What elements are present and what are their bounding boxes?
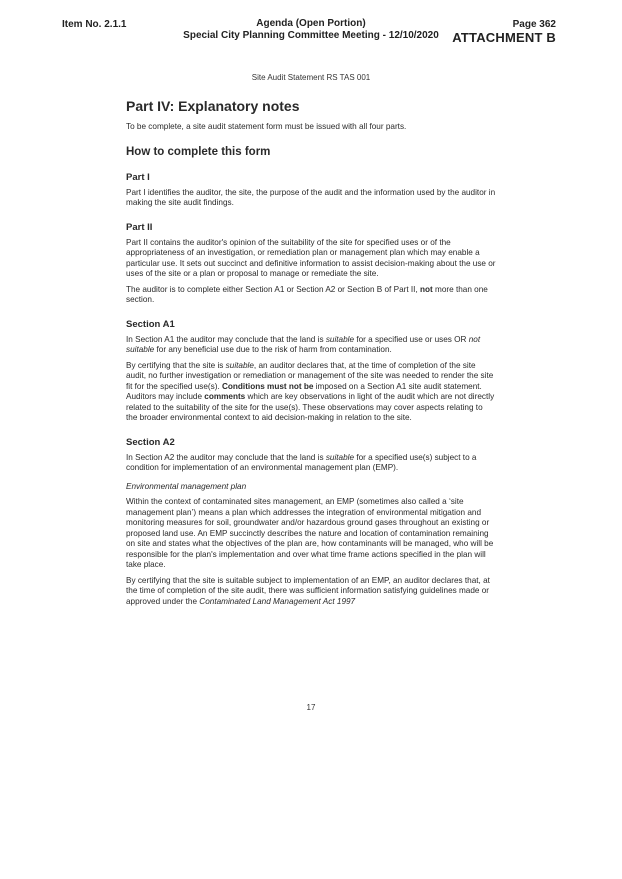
part-ii-paragraph-1: Part II contains the auditor's opinion of the suitability of the site for specified uses or of the appropriateness of an investigation, or remediation plan or management plan which may enable a particular use. It sets out succinct and definitive information to assist decision-making about the use or uses of the site or a plan or proposal to manage or remediate the site.	[126, 237, 496, 278]
text-run: imposed on a Section A1 site audit statement. Auditors may include	[126, 381, 482, 401]
text-run: for a specified use(s) subject to a condition for implementation of an environmental management plan (EMP).	[126, 452, 477, 472]
text-run: By certifying that the site is suitable subject to implementation of an EMP, an auditor declares that, at the time of completion of the site audit, there was sufficient information satisfying guidelines made or approved under the	[126, 575, 490, 606]
emphasis-suitable: suitable	[325, 452, 355, 462]
section-a1-paragraph-2	[126, 361, 496, 424]
section-a2-heading: Section A2	[126, 436, 175, 448]
how-to-heading: How to complete this form	[126, 145, 271, 158]
part-ii-paragraph-2	[126, 285, 496, 306]
part-iv-intro: To be complete, a site audit statement form must be issued with all four parts.	[126, 122, 407, 131]
emp-subheading: Environmental management plan	[126, 481, 247, 491]
footer-page-number: 17	[306, 703, 316, 712]
section-a1-paragraph-1	[126, 335, 496, 356]
agenda-title: Agenda (Open Portion)	[256, 18, 366, 29]
emphasis-comments: comments	[204, 392, 246, 401]
text-run: which are key observations in light of the audit which are not directly related to the suitability of the site for the use(s). These observations may cover aspects relating to the broader environmental context to aid decision-making in relation to the site.	[126, 392, 495, 422]
emphasis-conditions: Conditions must not be	[222, 381, 314, 391]
part-i-heading: Part I	[126, 171, 150, 183]
page-number: Page 362	[512, 19, 556, 30]
meeting-title: Special City Planning Committee Meeting - 12/10/2020	[183, 30, 439, 41]
text-run: for any beneficial use due to the risk of harm from contamination.	[154, 345, 392, 354]
part-ii-heading: Part II	[126, 221, 153, 233]
page-attachment	[452, 19, 556, 45]
emphasis-not: not	[420, 284, 433, 294]
section-a2-paragraph-3	[126, 576, 496, 608]
section-a1-heading: Section A1	[126, 318, 175, 330]
text-run: In Section A2 the auditor may conclude that the land is	[126, 452, 326, 462]
part-iv-heading: Part IV: Explanatory notes	[126, 98, 300, 114]
emphasis-suitable: suitable	[225, 360, 254, 370]
text-run: The auditor is to complete either Section A1 or Section A2 or Section B of Part II,	[126, 284, 420, 294]
section-a2-paragraph-2: Within the context of contaminated sites management, an EMP (sometimes also called a ‘site management plan’) means a plan which addresses the integration of environmental mitigation and monitoring measures for soil, groundwater and/or hazardous ground gases throughout an existing or proposed land use. An EMP succinctly describes the nature and location of contamination remaining on site and states what the objectives of the plan are, how contaminants will be managed, who will be responsible for the plan's implementation and over what time frame actions specified in the plan will take place.	[126, 497, 494, 569]
statement-title: Site Audit Statement RS TAS 001	[251, 73, 371, 82]
text-run: , an auditor declares that, at the time of completion of the site audit, no further investigation or remediation or management of the site was needed to render the site fit for the specified use(s).	[126, 360, 494, 391]
text-run: for a specified use or uses OR	[354, 334, 469, 344]
section-a2-paragraph-1	[126, 453, 496, 474]
attachment-label: ATTACHMENT B	[452, 30, 556, 45]
document-body	[126, 98, 496, 612]
text-run: By certifying that the site is	[126, 360, 226, 370]
act-title: Contaminated Land Management Act 1997	[199, 596, 356, 606]
emphasis-suitable: suitable	[325, 334, 355, 344]
text-run: In Section A1 the auditor may conclude that the land is	[126, 334, 326, 344]
text-run: more than one section.	[126, 284, 488, 304]
part-i-text: Part I identifies the auditor, the site, the purpose of the audit and the information used by the auditor in making the site audit findings.	[126, 187, 496, 207]
item-number: Item No. 2.1.1	[62, 19, 127, 30]
emphasis-not-suitable: not suitable	[126, 334, 481, 354]
